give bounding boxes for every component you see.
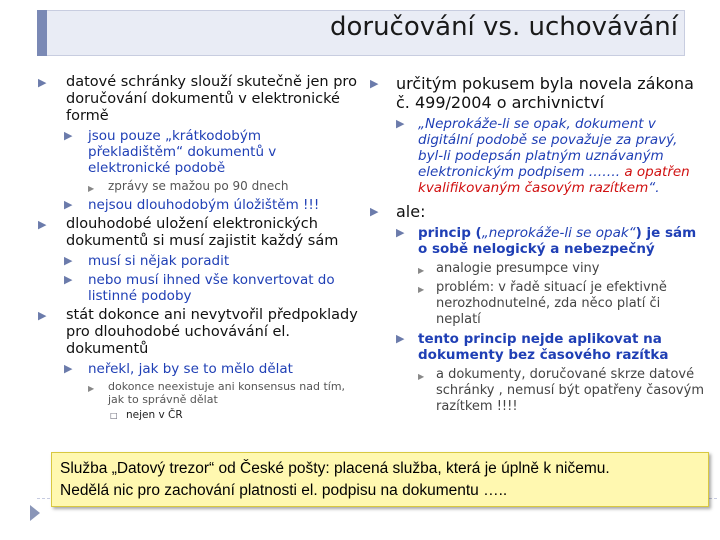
callout-line: Služba „Datový trezor“ od České pošty: placená služba, která je úplně k ničemu. (60, 460, 610, 477)
triangle-right-icon: ▶ (88, 384, 95, 393)
list-item-text: zprávy se mažou po 90 dnech (108, 179, 289, 193)
triangle-right-icon: ▶ (64, 273, 73, 286)
list-item (38, 179, 360, 194)
list-item (370, 225, 705, 257)
principle-post: ) je sám o sobě nelogický a nebezpečný (418, 225, 697, 257)
list-item (370, 367, 705, 415)
triangle-right-icon: ▶ (370, 77, 379, 90)
list-item-text: musí si nějak poradit (88, 253, 230, 269)
list-item (370, 280, 705, 328)
list-item-text: nebo musí ihned vše konvertovat do listinné podoby (88, 272, 335, 304)
list-item-text: problém: v řadě situací je efektivně nerozhodnutelné, zda něco platí či neplatí (436, 280, 667, 327)
quote-highlight: a opatřen kvalifikovaným časovým razítkem (418, 164, 690, 196)
list-item-text: a dokumenty, doručované skrze datové schránky , nemusí být opatřeny časovým razítkem !!!! (436, 367, 704, 414)
triangle-right-icon: ▶ (64, 129, 73, 142)
triangle-right-icon: ▶ (370, 205, 379, 218)
triangle-right-icon: ▶ (418, 285, 425, 294)
triangle-right-icon: ▶ (64, 362, 73, 375)
principle-quote: „neprokáže-li se opak“ (481, 225, 636, 241)
list-item (38, 409, 360, 422)
triangle-right-icon: ▶ (396, 332, 405, 345)
triangle-right-icon: ▶ (418, 266, 425, 275)
list-item (38, 361, 360, 377)
list-item (38, 74, 360, 125)
triangle-right-icon: ▶ (88, 184, 95, 193)
list-item (38, 197, 360, 213)
triangle-right-icon: ▶ (64, 198, 73, 211)
callout-line: Nedělá nic pro zachování platnosti el. podpisu na dokumentu ….. (60, 482, 508, 499)
triangle-right-icon: ▶ (38, 218, 47, 231)
triangle-right-icon: ▶ (64, 254, 73, 267)
list-item-text: dlouhodobé uložení elektronických dokumentů si musí zajistit každý sám (66, 216, 339, 249)
quote-end: “. (648, 180, 660, 196)
square-icon: □ (110, 411, 118, 420)
next-slide-arrow-icon[interactable] (30, 505, 40, 521)
title-accent (37, 10, 47, 56)
triangle-right-icon: ▶ (38, 309, 47, 322)
list-item-text: nejsou dlouhodobým úložištěm !!! (88, 197, 320, 213)
list-item-text: datové schránky slouží skutečně jen pro doručování dokumentů v elektronické formě (66, 74, 357, 124)
list-item (370, 74, 705, 112)
list-item (38, 128, 360, 176)
list-item-text: neřekl, jak by se to mělo dělat (88, 361, 293, 377)
quote-item (370, 116, 705, 196)
slide-title: doručování vs. uchovávání (329, 12, 678, 42)
list-item (38, 380, 360, 406)
triangle-right-icon: ▶ (418, 372, 425, 381)
triangle-right-icon: ▶ (396, 226, 405, 239)
list-item-text: jsou pouze „krátkodobým překladištěm“ dokumentů v elektronické podobě (88, 128, 277, 176)
list-item (38, 307, 360, 358)
triangle-right-icon: ▶ (396, 117, 405, 130)
list-item (38, 272, 360, 304)
callout-note (51, 452, 709, 507)
list-item (370, 331, 705, 363)
right-column (370, 74, 705, 418)
list-item-text: ale: (396, 202, 426, 221)
list-item (38, 253, 360, 269)
list-item-text: nejen v ČR (126, 409, 183, 421)
list-item-text: dokonce neexistuje ani konsensus nad tím, jak to správně dělat (108, 380, 346, 406)
quote-text: „Neprokáže-li se opak, dokument v digitální podobě se považuje za pravý, byl-li podepsán platným uznávaným elektronickým podpisem ……. (418, 116, 678, 180)
list-item (370, 202, 705, 221)
list-item-text: stát dokonce ani nevytvořil předpoklady pro dlouhodobé uchovávání el. dokumentů (66, 307, 358, 357)
list-item-text: analogie presumpce viny (436, 261, 600, 276)
list-item (370, 261, 705, 277)
left-column (38, 74, 360, 425)
list-item-text: určitým pokusem byla novela zákona č. 499/2004 o archivnictví (396, 74, 694, 112)
principle-pre: princip ( (418, 225, 482, 241)
list-item (38, 216, 360, 250)
list-item-text: tento princip nejde aplikovat na dokumenty bez časového razítka (418, 331, 669, 363)
triangle-right-icon: ▶ (38, 76, 47, 89)
